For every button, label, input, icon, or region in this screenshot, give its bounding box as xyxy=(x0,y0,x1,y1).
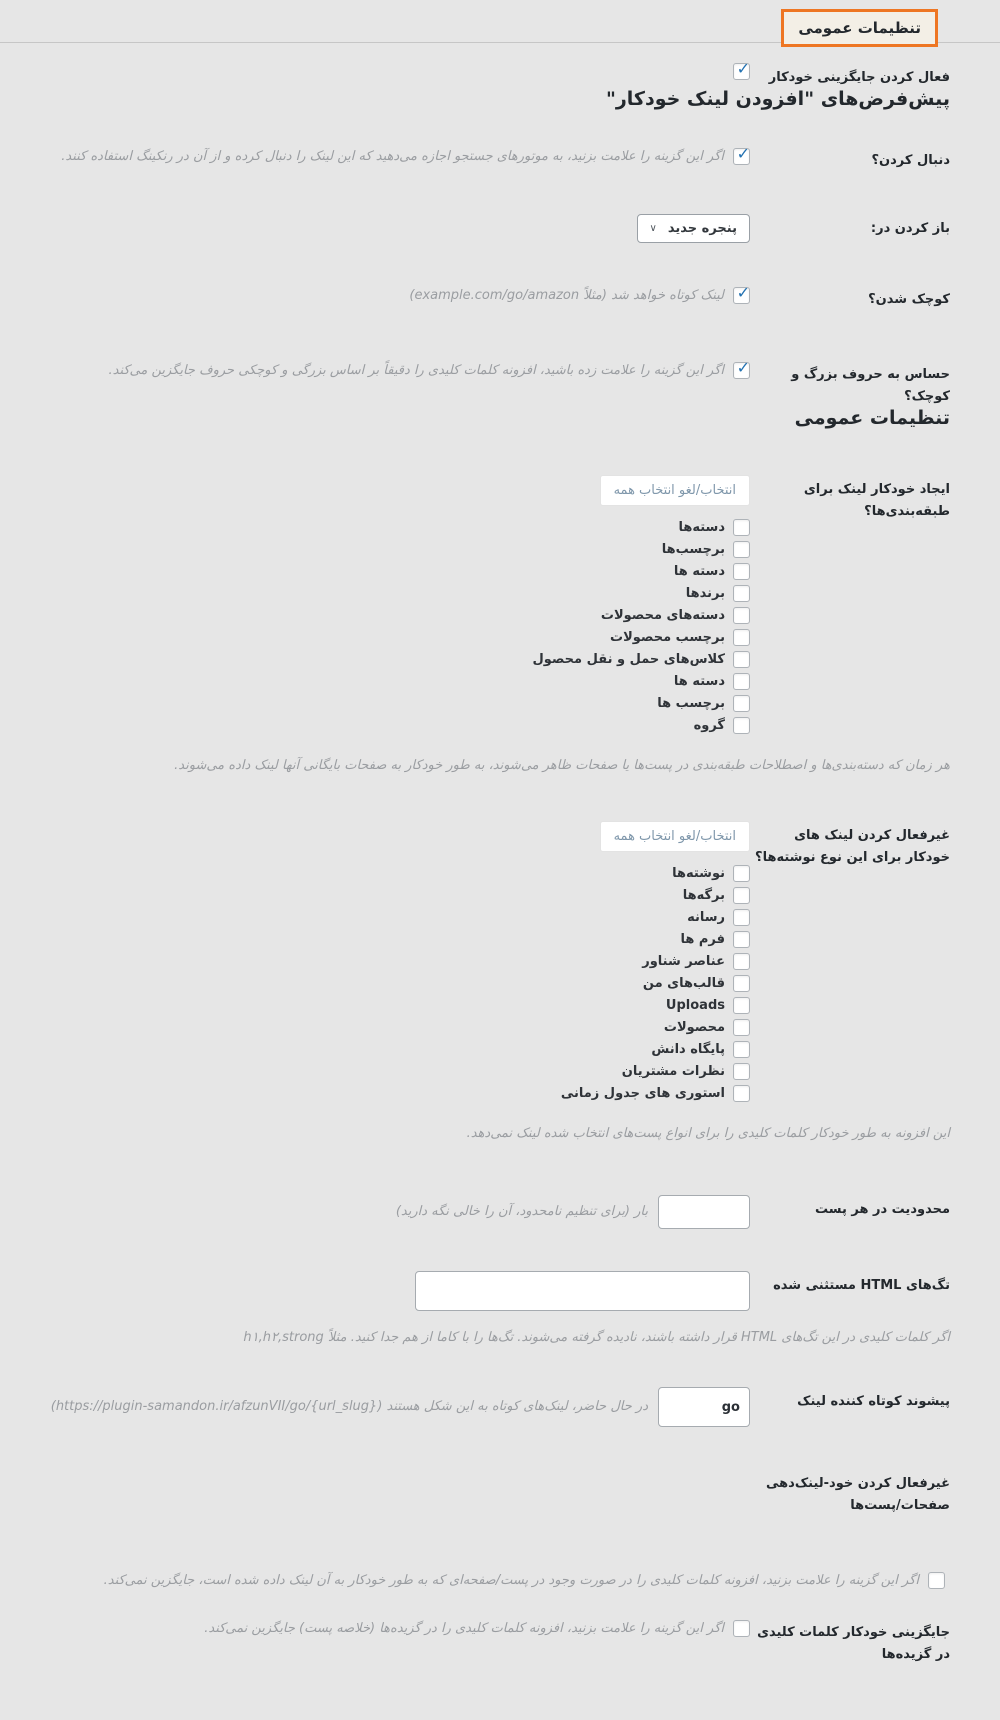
open-in-selected-value: پنجره جدید xyxy=(667,220,737,236)
prefix-input[interactable] xyxy=(658,1387,750,1427)
self-link-control xyxy=(40,1570,950,1592)
taxonomy-checkbox[interactable] xyxy=(733,519,750,536)
post-type-label: برگه‌ها xyxy=(682,888,725,904)
post-type-label: پایگاه دانش xyxy=(651,1042,725,1058)
post-type-list-item[interactable] xyxy=(40,887,750,904)
prefix-description: در حال حاضر، لینک‌های کوتاه به این شکل هستند (https://plugin-samandon.ir/afzunVII/go/{url_slug}) xyxy=(50,1399,648,1415)
post-type-list-item[interactable] xyxy=(40,909,750,926)
excluded-tags-description: اگر کلمات کلیدی در این تگ‌های HTML قرار داشته باشند، نادیده گرفته می‌شوند. تگ‌ها را با کاما از هم جدا کنید. مثلاً h۱,h۲,strong xyxy=(243,1330,950,1346)
post-type-list-item[interactable] xyxy=(40,1063,750,1080)
taxonomy-checkbox[interactable] xyxy=(733,585,750,602)
taxonomies-description: هر زمان که دسته‌بندی‌ها و اصطلاحات طبقه‌بندی در پست‌ها یا صفحات ظاهر می‌شوند، به طور خودکار به صفحات بایگانی آنها لینک داده می‌شوند. xyxy=(174,758,950,774)
row-open-in xyxy=(40,214,950,243)
taxonomy-list-item[interactable] xyxy=(40,519,750,536)
taxonomy-checkbox[interactable] xyxy=(733,651,750,668)
row-post-types xyxy=(40,821,950,1107)
follow-checkbox[interactable] xyxy=(733,148,750,165)
post-types-description: این افزونه به طور خودکار کلمات کلیدی را برای انواع پست‌های انتخاب شده لینک نمی‌دهد. xyxy=(466,1126,950,1142)
post-type-checkbox[interactable] xyxy=(733,1063,750,1080)
row-self-link xyxy=(40,1469,950,1516)
taxonomy-list-item[interactable] xyxy=(40,585,750,602)
row-follow xyxy=(40,146,950,171)
follow-label: دنبال کردن؟ xyxy=(871,153,950,169)
post-type-checkbox[interactable] xyxy=(733,1085,750,1102)
excerpts-label: جایگزینی خودکار کلمات کلیدی در گزیده‌ها xyxy=(757,1625,950,1662)
excluded-tags-label: تگ‌های HTML مستثنی شده xyxy=(773,1278,950,1294)
row-taxonomies xyxy=(40,475,950,739)
taxonomies-toggle-all-button[interactable]: انتخاب/لغو انتخاب همه xyxy=(600,475,750,506)
self-link-checkbox[interactable] xyxy=(928,1572,945,1589)
post-type-list-item[interactable] xyxy=(40,1019,750,1036)
taxonomy-checkbox[interactable] xyxy=(733,717,750,734)
taxonomy-checkbox[interactable] xyxy=(733,695,750,712)
follow-description: اگر این گزینه را علامت بزنید، به موتورهای جستجو اجازه می‌دهید که این لینک را دنبال کرده و از آن در رنکینگ استفاده کنند. xyxy=(61,149,724,165)
taxonomy-label: گروه xyxy=(693,718,725,734)
post-type-label: نظرات مشتریان xyxy=(621,1064,725,1080)
self-link-label: غیرفعال کردن خود-لینک‌دهی صفحات/پست‌ها xyxy=(766,1476,950,1513)
post-type-label: Uploads xyxy=(665,998,725,1014)
tab-general-settings[interactable]: تنظیمات عمومی xyxy=(781,9,938,47)
post-type-list-item[interactable] xyxy=(40,997,750,1014)
taxonomy-label: کلاس‌های حمل و نقل محصول xyxy=(532,652,725,668)
shorten-label: کوچک شدن؟ xyxy=(868,291,950,307)
post-type-checkbox[interactable] xyxy=(733,865,750,882)
limit-input[interactable] xyxy=(658,1195,750,1229)
post-type-label: قالب‌های من xyxy=(642,976,725,992)
taxonomy-list-item[interactable] xyxy=(40,629,750,646)
limit-suffix: بار (برای تنظیم نامحدود، آن را خالی نگه دارید) xyxy=(395,1204,648,1220)
taxonomy-list-item[interactable] xyxy=(40,607,750,624)
post-type-checkbox[interactable] xyxy=(733,931,750,948)
post-type-list-item[interactable] xyxy=(40,865,750,882)
taxonomy-list-item[interactable] xyxy=(40,541,750,558)
taxonomy-list-item[interactable] xyxy=(40,651,750,668)
open-in-select[interactable] xyxy=(637,214,750,243)
taxonomy-label: برچسب‌ها xyxy=(661,542,725,558)
post-types-label: غیرفعال کردن لینک های خودکار برای این نوع نوشته‌ها؟ xyxy=(755,828,950,865)
taxonomies-checkbox-list xyxy=(40,519,750,734)
taxonomy-label: دسته ها xyxy=(673,674,725,690)
defaults-heading: پیش‌فرض‌های "افزودن لینک خودکار" xyxy=(605,88,950,111)
post-type-list-item[interactable] xyxy=(40,1085,750,1102)
tab-bar xyxy=(0,0,1000,43)
row-shorten xyxy=(40,285,950,310)
post-type-list-item[interactable] xyxy=(40,975,750,992)
taxonomy-list-item[interactable] xyxy=(40,563,750,580)
taxonomy-checkbox[interactable] xyxy=(733,673,750,690)
limit-label: محدودیت در هر پست xyxy=(814,1202,950,1218)
case-sensitive-description: اگر این گزینه را علامت زده باشید، افزونه کلمات کلیدی را دقیقاً بر اساس بزرگی و کوچکی حروف جایگزین می‌کند. xyxy=(108,363,724,379)
row-limit xyxy=(40,1195,950,1229)
chevron-down-icon: ∨ xyxy=(649,222,657,234)
enable-auto-replace-label: فعال کردن جایگزینی خودکار xyxy=(768,70,950,85)
post-type-list-item[interactable] xyxy=(40,953,750,970)
taxonomy-list-item[interactable] xyxy=(40,717,750,734)
row-prefix xyxy=(40,1387,950,1427)
taxonomy-label: دسته‌های محصولات xyxy=(600,608,725,624)
post-type-checkbox[interactable] xyxy=(733,887,750,904)
taxonomy-list-item[interactable] xyxy=(40,695,750,712)
shorten-checkbox[interactable] xyxy=(733,287,750,304)
taxonomy-checkbox[interactable] xyxy=(733,629,750,646)
row-excerpts xyxy=(40,1618,950,1665)
taxonomy-checkbox[interactable] xyxy=(733,563,750,580)
case-sensitive-checkbox[interactable] xyxy=(733,362,750,379)
post-type-label: فرم ها xyxy=(680,932,725,948)
post-type-list-item[interactable] xyxy=(40,1041,750,1058)
post-types-checkbox-list xyxy=(40,865,750,1102)
taxonomy-list-item[interactable] xyxy=(40,673,750,690)
row-case-sensitive xyxy=(40,360,950,407)
enable-auto-replace-checkbox[interactable] xyxy=(733,63,750,80)
row-enable-auto-replace xyxy=(40,63,950,88)
post-type-checkbox[interactable] xyxy=(733,997,750,1014)
shorten-description: لینک کوتاه خواهد شد (مثلاً example.com/go/amazon) xyxy=(409,287,724,303)
post-types-toggle-all-button[interactable]: انتخاب/لغو انتخاب همه xyxy=(600,821,750,852)
taxonomy-label: برچسب ها xyxy=(657,696,725,712)
post-type-checkbox[interactable] xyxy=(733,909,750,926)
post-type-list-item[interactable] xyxy=(40,931,750,948)
taxonomy-label: دسته ها xyxy=(673,564,725,580)
row-excluded-tags xyxy=(40,1271,950,1311)
taxonomy-label: برچسب محصولات xyxy=(610,630,725,646)
self-link-description: اگر این گزینه را علامت بزنید، افزونه کلمات کلیدی را در صورت وجود در پست/صفحه‌ای که به طور خودکار به آن لینک داده شده است، جایگزین نمی‌کند. xyxy=(103,1573,919,1589)
general-heading: تنظیمات عمومی xyxy=(794,407,950,430)
prefix-label: پیشوند کوتاه کننده لینک xyxy=(797,1394,950,1410)
post-type-checkbox[interactable] xyxy=(733,1041,750,1058)
taxonomy-checkbox[interactable] xyxy=(733,607,750,624)
post-type-label: رسانه xyxy=(687,910,725,926)
post-type-label: استوری های جدول زمانی xyxy=(560,1086,725,1102)
case-sensitive-label: حساس به حروف بزرگ و کوچک؟ xyxy=(791,367,950,404)
excerpts-description: اگر این گزینه را علامت بزنید، افزونه کلمات کلیدی را در گزیده‌ها (خلاصه پست) جایگزین نمی‌کند. xyxy=(204,1621,724,1637)
taxonomy-checkbox[interactable] xyxy=(733,541,750,558)
excluded-tags-textarea[interactable] xyxy=(415,1271,750,1311)
settings-form xyxy=(0,63,1000,1720)
post-type-label: عناصر شناور xyxy=(642,954,725,970)
open-in-label: باز کردن در: xyxy=(870,220,950,236)
taxonomy-label: دسته‌ها xyxy=(678,520,725,536)
post-type-checkbox[interactable] xyxy=(733,1019,750,1036)
taxonomies-label: ایجاد خودکار لینک برای طبقه‌بندی‌ها؟ xyxy=(803,482,950,519)
post-type-label: نوشته‌ها xyxy=(672,866,725,882)
post-type-checkbox[interactable] xyxy=(733,953,750,970)
post-type-label: محصولات xyxy=(663,1020,725,1036)
taxonomy-label: برندها xyxy=(685,586,725,602)
post-type-checkbox[interactable] xyxy=(733,975,750,992)
